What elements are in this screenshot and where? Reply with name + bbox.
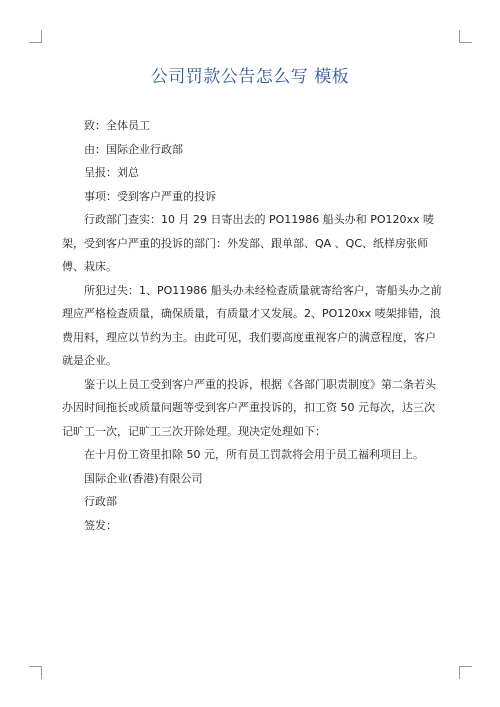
report-to-line: 呈报：刘总 (84, 166, 139, 179)
document-title: 公司罚款公告怎么写 模板 (150, 67, 350, 87)
corner-mark-bottom-right (459, 666, 472, 679)
department-line: 行政部 (84, 495, 117, 508)
company-name-line: 国际企业(香港)有限公司 (84, 471, 203, 485)
subject-line: 事项：受到客户严重的投诉 (84, 189, 216, 203)
faults-paragraph: 所犯过失：1、PO11986 船头办未经检查质量就寄给客户，寄船头办之前理应严格检查质量，确保质量，有质量才又发展。2、PO120xx 唛架排错，浪费用料，理应以节约为主。由此可见，我们要高度重视客户的满意程度，客户就是企业。 (62, 283, 442, 367)
corner-mark-top-right (459, 30, 472, 43)
findings-paragraph: 行政部门查实：10 月 29 日寄出去的 PO11986 船头办和 PO120xx 唛架，受到客户严重的投诉的部门：外发部、跟单部、QA 、QC、纸样房张师傅、栽床。 (62, 213, 435, 273)
corner-mark-bottom-left (29, 666, 42, 679)
recipient-line: 致：全体员工 (84, 119, 150, 132)
sender-line: 由：国际企业行政部 (84, 142, 183, 156)
corner-mark-top-left (29, 30, 42, 43)
signature-line: 签发： (84, 518, 117, 532)
decision-paragraph: 鉴于以上员工受到客户严重的投诉，根据《各部门职责制度》第二条若头办因时间拖长或质量问题等受到客户严重投诉的，扣工资 50 元每次，达三次记旷工一次，记旷工三次开除处理。现决定处理如下： (62, 377, 436, 438)
document-body (62, 114, 442, 537)
penalty-paragraph: 在十月份工资里扣除 50 元，所有员工罚款将会用于员工福利项目上。 (84, 448, 424, 461)
